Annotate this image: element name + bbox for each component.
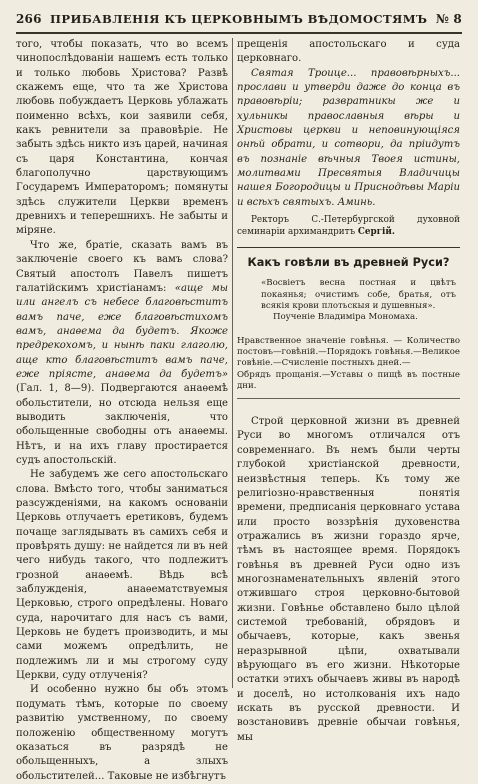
page-header: [16, 6, 462, 34]
prayer-text: Святая Троице... правовѣрныхъ... прослави и утверди даже до конца въ правовѣріи; развратникы же и хульникы православныя вѣры и Христовы церкви и неповинующіяся онѣй обрати, и сотвори, да пріидутъ въ познаніе вѣчныя Твоея истины, молитвами Пресвятыя Владичицы нашея Богородицы и Приснодѣвы Маріи и всѣхъ святыхъ. Аминь.: [237, 67, 460, 208]
paragraph: [16, 239, 228, 469]
right-column: [237, 38, 460, 745]
paragraph-text: (Гал. 1, 8—9). Подвергаются анаѳемѣ обольстители, но отсюда нельзя еще выводить заключенія, что обольщенные свободны отъ анаѳемы. Нѣтъ, и на ихъ главу простирается судъ апостольскій.: [16, 383, 228, 466]
signature-title: Ректоръ С.-Петербургской духовной семинаріи архимандритъ: [237, 215, 460, 238]
paragraph: И особенно нужно бы объ этомъ подумать тѣмъ, которые по своему развитію умственному, по своему положенію общественному могутъ оказаться въ разрядѣ не обольщенныхъ, а злыхъ обольстителей... Таковые не избѣгнутъ: [16, 684, 228, 782]
paragraph: того, чтобы показать, что во всемъ чинопослѣдованіи нашемъ есть только и только любовь Христова? Развѣ скажемъ еще, что та же Христова любовь побуждаетъ Церковь ублажать поименно всѣхъ, кои заявили себя, какъ ревнители за правовѣріе. Не забыть здѣсь никто изъ царей, начиная съ царя Константина, кончая благополучно царствующимъ Государемъ Императоромъ; помянуты здѣсь служители Церкви временъ древнихъ и теперешнихъ. Не забыты и міряне.: [16, 39, 228, 237]
epigraph-source: Поученіе Владиміра Мономаха.: [273, 312, 418, 323]
paragraph: Строй церковной жизни въ древней Руси во многомъ отличался отъ современнаго. Въ немъ были черты глубокой христіанской древности, неизвѣстныя теперь. Къ тому же религіозно-нравственныя понятія времени, предписанія церковнаго устава или просто воззрѣнія духовенства отражались въ жизни гораздо ярче, тѣмъ въ настоящее время. Порядокъ говѣнья въ древней Руси одно изъ многознаменательныхъ явленій этого отжившаго строя церковно-бытовой жизни. Говѣнье обставлено было цѣлой системой требованій, обрядовъ и обычаевъ, которые, какъ звенья неразрывной цѣпи, охватывали вѣрующаго въ его жизни. Нѣкоторые остатки этихъ обычаевъ живы въ народѣ и доселѣ, но истолкованія ихъ надо искать въ русской древности. И возстановивъ древніе обычаи говѣнья, мы: [237, 416, 460, 743]
article-body: [237, 415, 460, 745]
summary-line: Нравственное значеніе говѣнья. — Количество постовъ—говѣній.—Порядокъ говѣнья.—Великое говѣніе.—Счисленіе постныхъ дней.—: [237, 335, 460, 369]
paragraph-text: Что же, братіе, сказать вамъ въ заключеніе своего къ вамъ слова? Святый апостолъ Павелъ пишетъ галатійскимъ христіанамъ:: [16, 239, 228, 294]
summary-line: Обрядъ прощанія.—Уставы о пищѣ въ постные дни.: [237, 369, 460, 391]
signature-name: Сергій.: [357, 227, 395, 238]
left-column: [16, 38, 228, 784]
issue-number: № 8: [435, 12, 462, 26]
paragraph: прещенія апостольскаго и суда церковнаго.: [237, 39, 460, 65]
epigraph: [261, 278, 456, 323]
paragraph: Не забудемъ же сего апостольскаго слова. Вмѣсто того, чтобы заниматься разсужденіями, на какомъ основаніи Церковь отлучаетъ еретиковъ, будемъ почаще заглядывать въ самихъ себя и провѣрять душу: не найдется ли въ ней чего нибудь такого, что подлежитъ грозной анаѳемѣ. Вѣдь всѣ заблужденія, анаѳематствуемыя Церковью, строго опредѣлены. Новаго суда, нарочитаго для насъ съ вами, Церковь не будетъ производить, и мы сами можемъ опредѣлить, не подлежимъ ли и мы строгому суду Церкви, суду отлученія?: [16, 469, 228, 682]
page-number: 266: [16, 12, 42, 26]
signature: [237, 214, 460, 238]
scripture-quote: «аще мы или ангелъ съ небесе благовѣститъ вамъ паче, еже благовѣстихомъ вамъ, анаѳема да будетъ. Якоже предрекохомъ, и нынѣ паки глаголю, аще кто благовѣститъ вамъ паче, еже пріясте, анаѳема да будетъ»: [16, 282, 228, 380]
article-title: Какъ говѣли въ древней Руси?: [247, 256, 450, 270]
article-summary: [237, 336, 460, 399]
section-separator: [237, 247, 460, 248]
journal-title: ПРИБАВЛЕНІЯ КЪ ЦЕРКОВНЫМЪ ВѢДОМОСТЯМЪ: [50, 12, 428, 26]
epigraph-text: «Восвіетъ весна постная и цвѣтъ покаянья; очистимъ собе, братья, отъ всякія крови плотьскыя и душевныя».: [261, 278, 456, 312]
column-divider: [232, 38, 233, 688]
